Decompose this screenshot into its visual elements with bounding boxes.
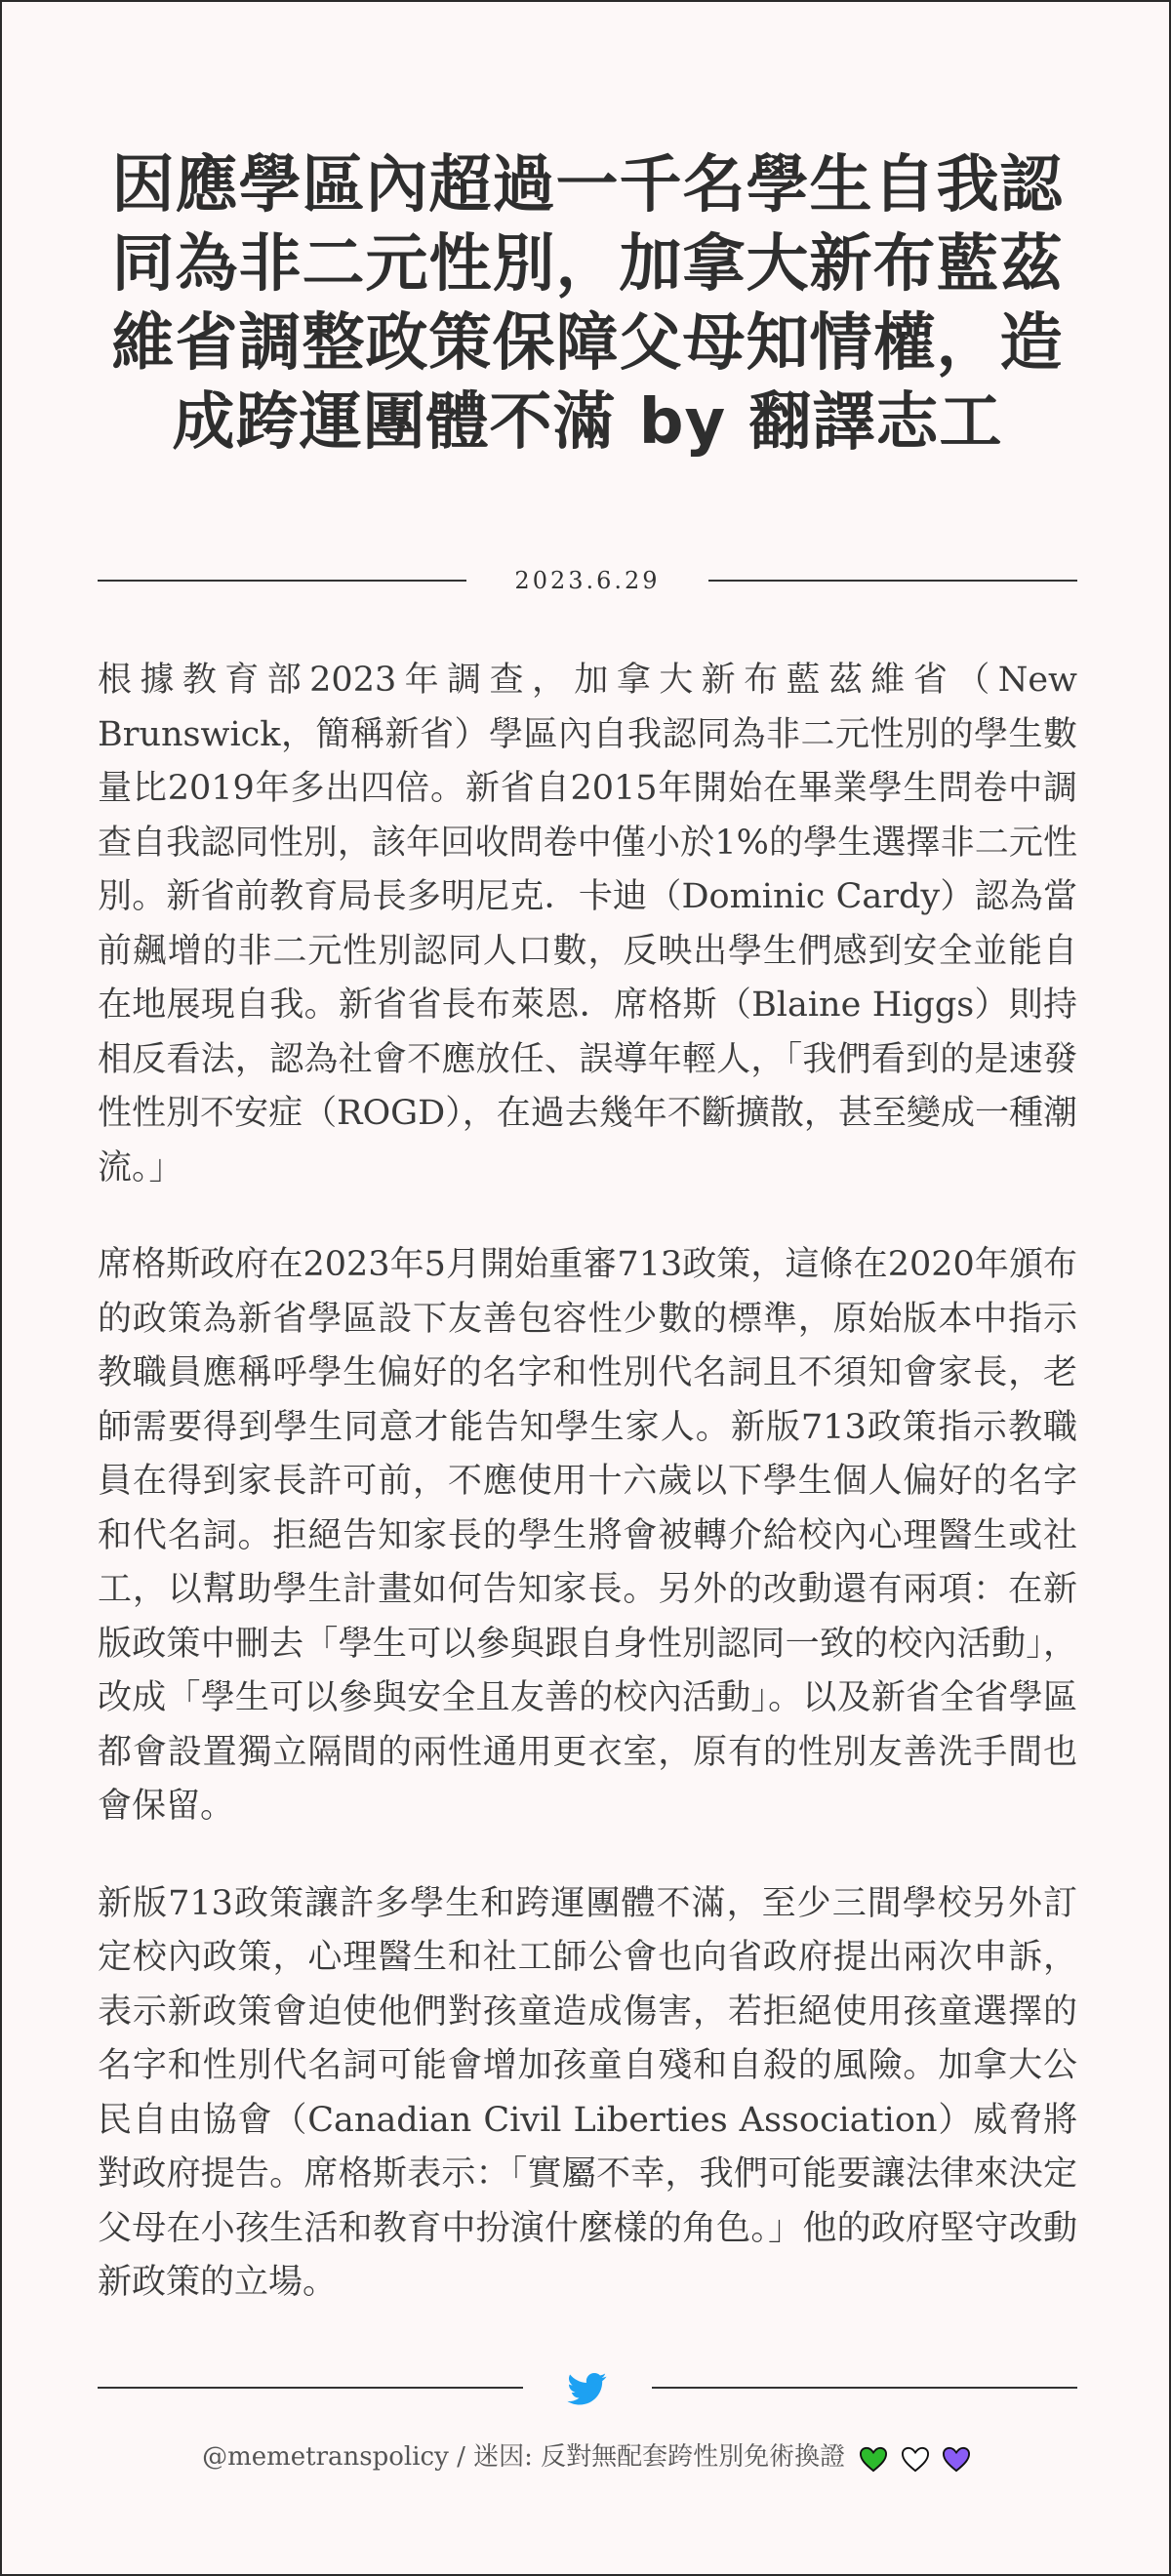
paragraph: 席格斯政府在2023年5月開始重審713政策，這條在2020年頒布的政策為新省學區設下友善包容性少數的標準，原始版本中指示教職員應稱呼學生偏好的名字和性別代名詞且不須知會家長，老師需要得到學生同意才能告知學生家人。新版713政策指示教職員在得到家長許可前，不應使用十六歲以下學生個人偏好的名字和代名詞。拒絕告知家長的學生將會被轉介給校內心理醫生或社工，以幫助學生計畫如何告知家長。另外的改動還有兩項：在新版政策中刪去「學生可以參與跟自身性別認同一致的校內活動」，改成「學生可以參與安全且友善的校內活動」。以及新省全省學區都會設置獨立隔間的兩性通用更衣室，原有的性別友善洗手間也會保留。 xyxy=(98,1245,1077,1826)
green-heart-icon xyxy=(859,2445,888,2473)
footer-divider xyxy=(98,2369,1077,2408)
divider-line-right xyxy=(708,580,1077,582)
purple-heart-icon xyxy=(942,2445,971,2473)
footer-credit xyxy=(98,2437,1077,2477)
footer-line-left xyxy=(98,2387,523,2389)
publish-date: 2023.6.29 xyxy=(514,567,661,594)
date-divider xyxy=(98,566,1077,595)
white-heart-icon xyxy=(901,2445,930,2473)
article-title: 因應學區內超過一千名學生自我認同為非二元性別，加拿大新布藍茲維省調整政策保障父母知情權，造成跨運團體不滿 by 翻譯志工 xyxy=(111,149,1064,459)
paragraph: 新版713政策讓許多學生和跨運團體不滿，至少三間學校另外訂定校內政策，心理醫生和社工師公會也向省政府提出兩次申訴，表示新政策會迫使他們對孩童造成傷害，若拒絕使用孩童選擇的名字和性別代名詞可能會增加孩童自殘和自殺的風險。加拿大公民自由協會（Canadian Civil Liberties Association）威脅將對政府提告。席格斯表示：「實屬不幸，我們可能要讓法律來決定父母在小孩生活和教育中扮演什麼樣的角色。」他的政府堅守改動新政策的立場。 xyxy=(98,1883,1077,2302)
twitter-bird-icon xyxy=(562,2369,613,2408)
footer-line-right xyxy=(652,2387,1077,2389)
article-body xyxy=(98,654,1077,2354)
footer-handle: @memetranspolicy / 迷因: 反對無配套跨性別免術換證 xyxy=(202,2442,846,2472)
divider-line-left xyxy=(98,580,466,582)
hearts-group xyxy=(857,2438,973,2477)
paragraph: 根據教育部2023年調查，加拿大新布藍茲維省（New Brunswick，簡稱新省）學區內自我認同為非二元性別的學生數量比2019年多出四倍。新省自2015年開始在畢業學生問卷中調查自我認同性別，該年回收問卷中僅小於1%的學生選擇非二元性別。新省前教育局長多明尼克．卡迪（Dominic Cardy）認為當前飆增的非二元性別認同人口數，反映出學生們感到安全並能自在地展現自我。新省省長布萊恩．席格斯（Blaine Higgs）則持相反看法，認為社會不應放任、誤導年輕人，「我們看到的是速發性性別不安症（ROGD），在過去幾年不斷擴散，甚至變成一種潮流。」 xyxy=(98,661,1077,1187)
